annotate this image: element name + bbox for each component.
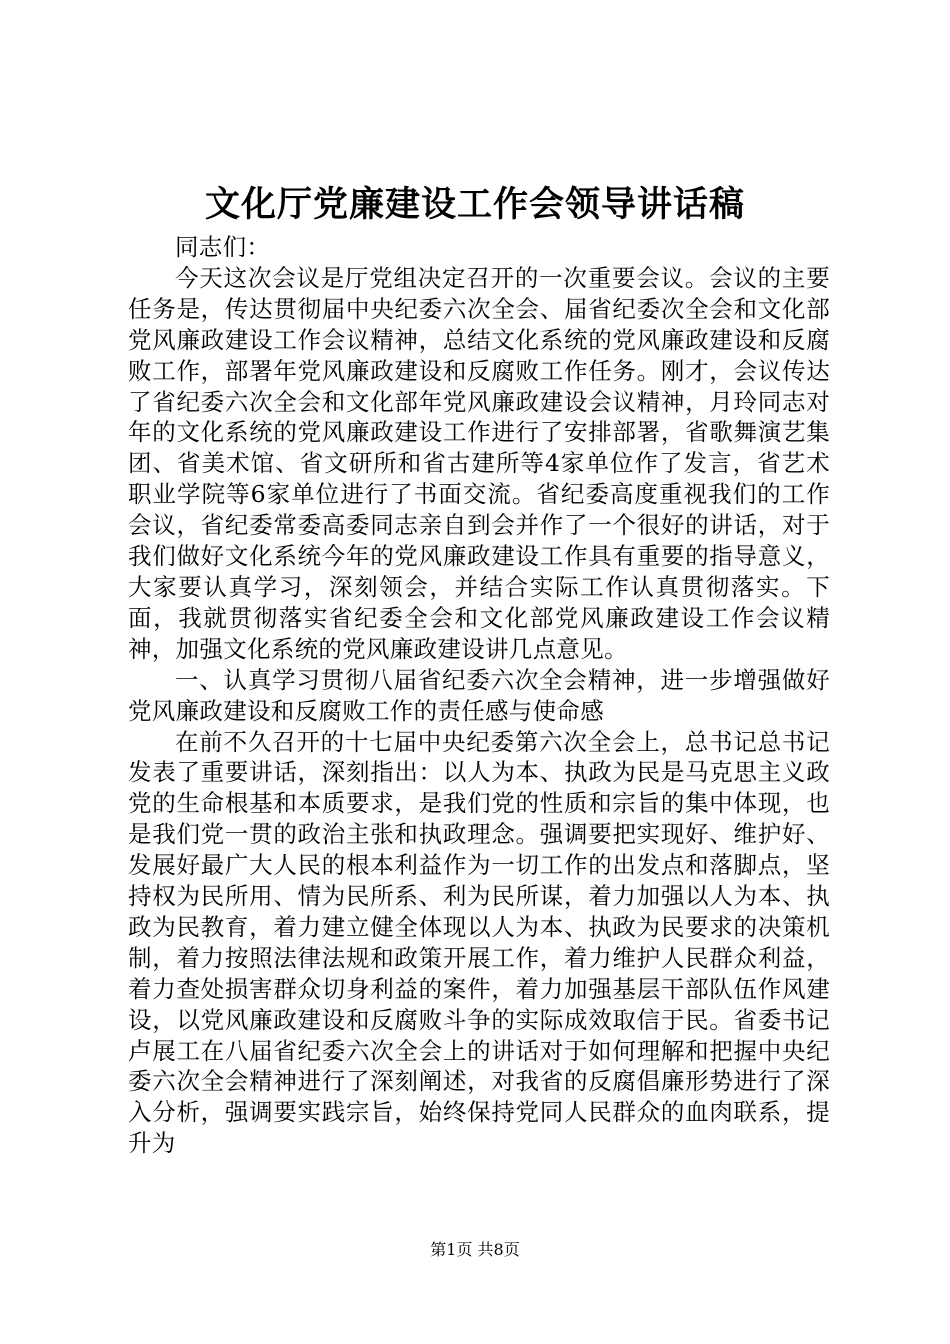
paragraph-section-heading: 一、认真学习贯彻八届省纪委六次全会精神，进一步增强做好党风廉政建设和反腐败工作的责任感与使命感	[128, 665, 830, 725]
paragraph-salutation: 同志们：	[175, 233, 271, 261]
paragraph-section-body: 在前不久召开的十七届中央纪委第六次全会上，总书记总书记发表了重要讲话，深刻指出：以人为本、执政为民是马克思主义政党的生命根基和本质要求，是我们党的性质和宗旨的集中体现，也是我们党一贯的政治主张和执政理念。强调要把实现好、维护好、发展好最广大人民的根本利益作为一切工作的出发点和落脚点，坚持权为民所用、情为民所系、利为民所谋，着力加强以人为本、执政为民教育，着力建立健全体现以人为本、执政为民要求的决策机制，着力按照法律法规和政策开展工作，着力维护人民群众利益，着力查处损害群众切身利益的案件，着力加强基层干部队伍作风建设，以党风廉政建设和反腐败斗争的实际成效取信于民。省委书记卢展工在八届省纪委六次全会上的讲话对于如何理解和把握中央纪委六次全会精神进行了深刻阐述，对我省的反腐倡廉形势进行了深入分析，强调要实践宗旨，始终保持党同人民群众的血肉联系，提升为	[128, 727, 830, 1158]
page-footer: 第1页 共8页	[430, 1240, 520, 1259]
document-title: 文化厅党廉建设工作会领导讲话稿	[204, 184, 745, 225]
document-body	[128, 232, 830, 1159]
paragraph-intro: 今天这次会议是厅党组决定召开的一次重要会议。会议的主要任务是，传达贯彻届中央纪委六次全会、届省纪委次全会和文化部党风廉政建设工作会议精神，总结文化系统的党风廉政建设和反腐败工作，部署年党风廉政建设和反腐败工作任务。刚才，会议传达了省纪委六次全会和文化部年党风廉政建设会议精神，月玲同志对年的文化系统的党风廉政建设工作进行了安排部署，省歌舞演艺集团、省美术馆、省文研所和省古建所等4家单位作了发言，省艺术职业学院等6家单位进行了书面交流。省纪委高度重视我们的工作会议，省纪委常委高委同志亲自到会并作了一个很好的讲话，对于我们做好文化系统今年的党风廉政建设工作具有重要的指导意义，大家要认真学习，深刻领会，并结合实际工作认真贯彻落实。下面，我就贯彻落实省纪委全会和文化部党风廉政建设工作会议精神，加强文化系统的党风廉政建设讲几点意见。	[128, 263, 830, 663]
